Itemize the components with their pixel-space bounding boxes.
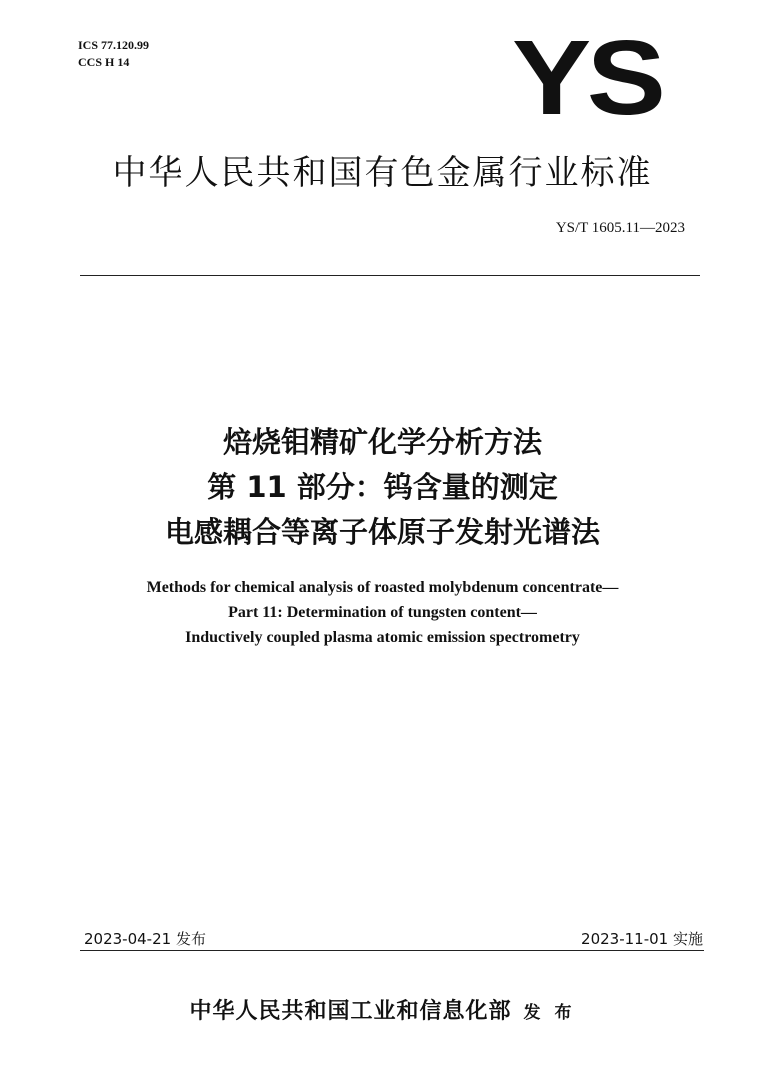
english-title-line-1: Methods for chemical analysis of roasted molybdenum concentrate— — [146, 579, 619, 596]
standard-category: 中华人民共和国有色金属行业标准 — [112, 153, 653, 193]
top-divider — [80, 275, 700, 276]
chinese-title — [60, 420, 705, 555]
ics-code: ICS 77.120.99 — [78, 38, 150, 52]
classification-codes — [78, 37, 149, 71]
publish-action: 发 布 — [523, 1003, 576, 1023]
logo-text: YS — [512, 19, 662, 137]
chinese-title-line-2: 第 11 部分：钨含量的测定 — [207, 470, 558, 504]
issue-date: 2023-04-21 发布 — [84, 930, 206, 948]
ccs-code: CCS H 14 — [78, 55, 130, 69]
publisher-line — [60, 996, 705, 1028]
chinese-title-line-1: 焙烧钼精矿化学分析方法 — [222, 425, 542, 459]
publisher-name: 中华人民共和国工业和信息化部 — [189, 998, 512, 1024]
chinese-title-line-3: 电感耦合等离子体原子发射光谱法 — [164, 515, 600, 549]
ys-logo — [512, 19, 680, 137]
bottom-divider — [80, 950, 704, 951]
english-title-line-2: Part 11: Determination of tungsten content— — [228, 604, 537, 621]
english-title-line-3: Inductively coupled plasma atomic emission spectrometry — [185, 629, 580, 646]
standard-number: YS/T 1605.11—2023 — [555, 220, 685, 236]
implementation-date: 2023-11-01 实施 — [581, 930, 703, 948]
english-title — [60, 575, 705, 650]
